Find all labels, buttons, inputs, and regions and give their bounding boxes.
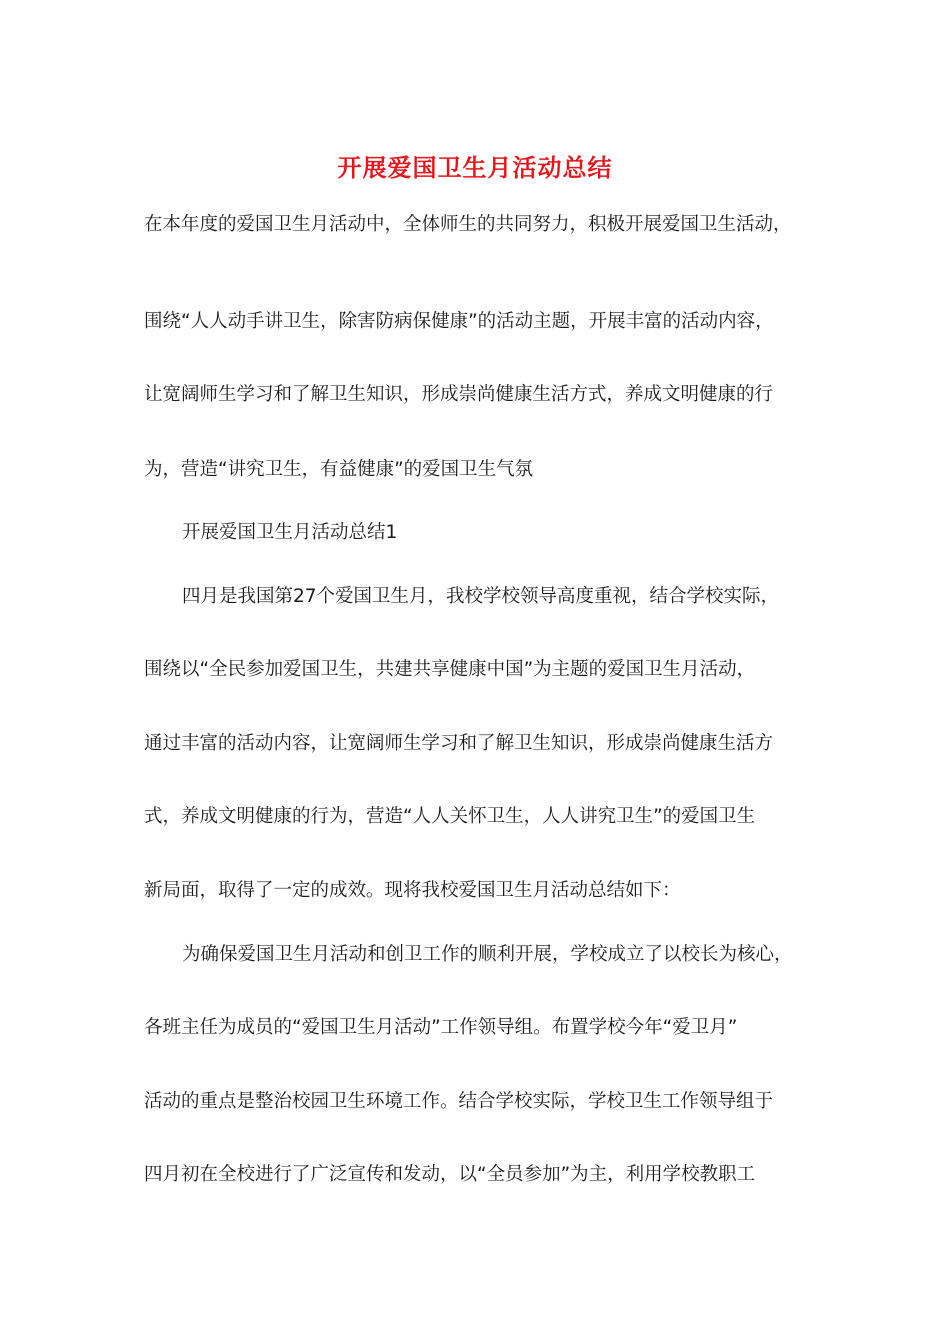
body-line-11: 各班主任为成员的“爱国卫生月活动”工作领导组。布置学校今年“爱卫月” (144, 1017, 738, 1038)
body-line-6: 围绕以“全民参加爱国卫生，共建共享健康中国”为主题的爱国卫生月活动， (144, 659, 756, 680)
body-line-3: 让宽阔师生学习和了解卫生知识，形成崇尚健康生活方式，养成文明健康的行 (144, 384, 774, 405)
section-heading-1: 开展爱国卫生月活动总结1 (182, 522, 398, 543)
document-title: 开展爱国卫生月活动总结 (337, 154, 613, 182)
body-line-7: 通过丰富的活动内容，让宽阔师生学习和了解卫生知识，形成崇尚健康生活方 (144, 733, 774, 754)
body-line-1: 在本年度的爱国卫生月活动中，全体师生的共同努力，积极开展爱国卫生活动， (144, 214, 792, 235)
body-line-13: 四月初在全校进行了广泛宣传和发动，以“全员参加”为主，利用学校教职工 (144, 1164, 756, 1185)
body-line-9: 新局面，取得了一定的成效。现将我校爱国卫生月活动总结如下： (144, 880, 681, 901)
body-line-2: 围绕“人人动手讲卫生，除害防病保健康”的活动主题，开展丰富的活动内容， (144, 311, 774, 332)
body-line-8: 式，养成文明健康的行为，营造“人人关怀卫生，人人讲究卫生”的爱国卫生 (144, 806, 756, 827)
body-line-12: 活动的重点是整治校园卫生环境工作。结合学校实际，学校卫生工作领导组于 (144, 1091, 774, 1112)
body-line-10: 为确保爱国卫生月活动和创卫工作的顺利开展，学校成立了以校长为核心， (182, 944, 793, 965)
body-line-4: 为，营造“讲究卫生，有益健康”的爱国卫生气氛 (144, 459, 534, 480)
body-line-5: 四月是我国第27个爱国卫生月，我校学校领导高度重视，结合学校实际， (182, 586, 780, 607)
